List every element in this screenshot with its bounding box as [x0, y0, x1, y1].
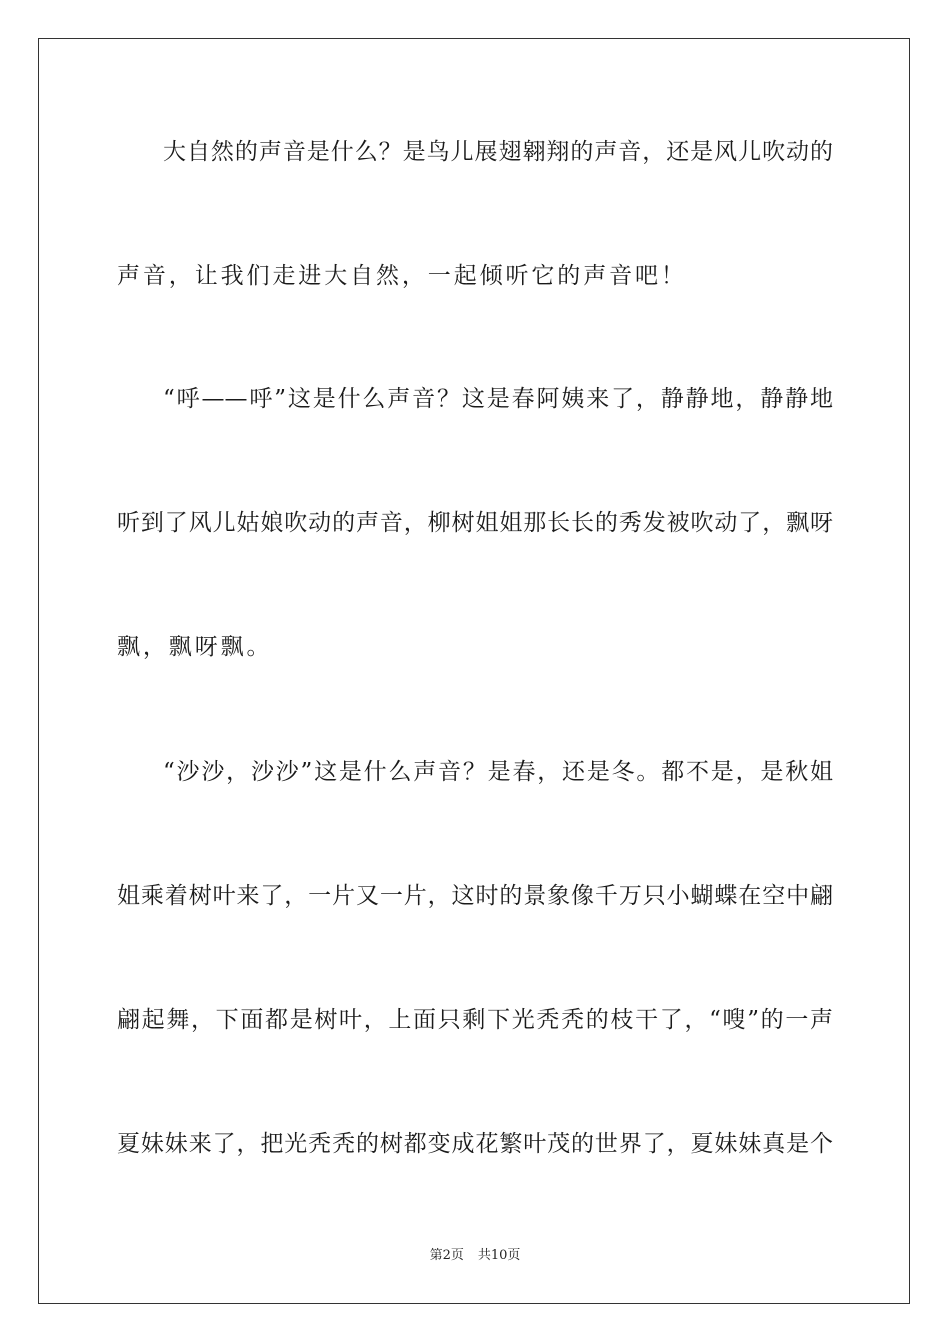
paragraph-line-9: 夏妹妹来了，把光秃秃的树都变成花繁叶茂的世界了，夏妹妹真是个: [117, 1131, 833, 1157]
page-number: 第2页: [429, 1248, 464, 1263]
page-total: 共10页: [477, 1248, 521, 1263]
paragraph-line-8: 翩起舞，下面都是树叶，上面只剩下光秃秃的枝干了，“嗖”的一声: [117, 1007, 833, 1033]
page-border: [38, 38, 910, 1304]
paragraph-line-7: 姐乘着树叶来了，一片又一片，这时的景象像千万只小蝴蝶在空中翩: [117, 883, 833, 909]
paragraph-line-1: 大自然的声音是什么？是鸟儿展翅翱翔的声音，还是风儿吹动的: [163, 139, 833, 165]
paragraph-line-4: 听到了风儿姑娘吹动的声音，柳树姐姐那长长的秀发被吹动了，飘呀: [117, 510, 833, 536]
paragraph-line-6: “沙沙，沙沙”这是什么声音？是春，还是冬。都不是，是秋姐: [163, 759, 833, 785]
paragraph-line-2: 声音，让我们走进大自然，一起倾听它的声音吧！: [117, 263, 687, 289]
paragraph-line-3: “呼——呼”这是什么声音？这是春阿姨来了，静静地，静静地: [163, 386, 833, 412]
paragraph-line-5: 飘，飘呀飘。: [117, 634, 273, 660]
page-footer: [0, 1247, 950, 1265]
